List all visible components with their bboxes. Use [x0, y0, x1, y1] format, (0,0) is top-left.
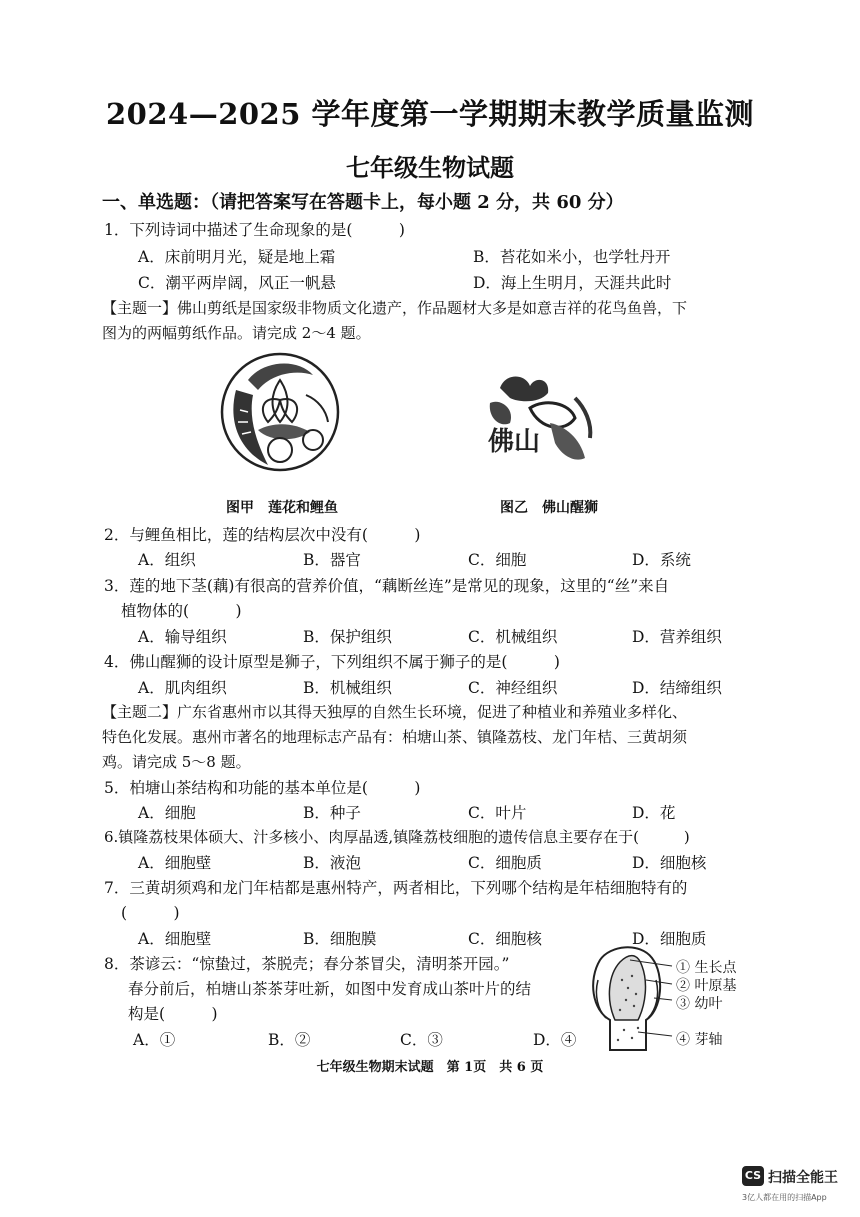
theme-1-line-2: 图为的两幅剪纸作品。请完成 2～4 题。 [102, 324, 371, 342]
watermark-title: 扫描全能王 [768, 1170, 838, 1186]
q7-option-a: A．细胞壁 [138, 930, 212, 948]
q3-option-d: D．营养组织 [632, 628, 722, 646]
bud-structure-diagram [580, 940, 680, 1055]
exam-subtitle: 七年级生物试题 [346, 153, 514, 182]
question-5-stem: 5．柏塘山茶结构和功能的基本单位是( ) [104, 779, 421, 797]
exam-title: 2024—2025 学年度第一学期期末教学质量监测 [105, 97, 755, 131]
question-7-stem-line-1: 7．三黄胡须鸡和龙门年桔都是惠州特产，两者相比，下列哪个结构是年桔细胞特有的 [104, 879, 688, 897]
q4-option-a: A．肌肉组织 [138, 679, 227, 697]
question-8-stem-line-1: 8．茶谚云：“惊蛰过，茶脱壳；春分茶冒尖，清明茶开园。” [104, 955, 510, 973]
figure-right-caption: 图乙 佛山醒狮 [500, 500, 598, 516]
bud-label-leaf-primordium: ② 叶原基 [676, 978, 737, 994]
q6-option-c: C．细胞质 [468, 854, 542, 872]
question-3-stem-line-2: 植物体的( ) [121, 602, 242, 620]
q1-option-a: A．床前明月光，疑是地上霜 [138, 248, 336, 266]
q1-option-d: D．海上生明月，天涯共此时 [473, 274, 672, 292]
q3-option-c: C．机械组织 [468, 628, 558, 646]
question-8-stem-line-2: 春分前后，柏塘山茶茶芽吐新，如图中发育成山茶叶片的结 [128, 980, 532, 998]
q1-option-c: C．潮平两岸阔，风正一帆悬 [138, 274, 336, 292]
watermark-subtitle: 3亿人都在用的扫描App [742, 1193, 827, 1202]
q7-option-c: C．细胞核 [468, 930, 542, 948]
q5-option-a: A．细胞 [138, 804, 196, 822]
theme-2-line-2: 特色化发展。惠州市著名的地理标志产品有：柏塘山茶、镇隆荔枝、龙门年桔、三黄胡须 [102, 728, 688, 746]
q5-option-b: B．种子 [303, 804, 361, 822]
bud-label-young-leaf: ③ 幼叶 [676, 996, 723, 1012]
q5-option-c: C．叶片 [468, 804, 527, 822]
question-8-stem-line-3: 构是( ) [128, 1005, 218, 1023]
q1-option-b: B．苔花如米小，也学牡丹开 [473, 248, 671, 266]
q3-option-a: A．输导组织 [138, 628, 227, 646]
q2-option-d: D．系统 [632, 551, 691, 569]
lion-art-text: 佛山 [488, 427, 541, 457]
q6-option-b: B．液泡 [303, 854, 361, 872]
page-footer: 七年级生物期末试题 第 1页 共 6 页 [316, 1060, 544, 1075]
theme-2-line-3: 鸡。请完成 5～8 题。 [102, 753, 251, 771]
theme-2-line-1: 【主题二】广东省惠州市以其得天独厚的自然生长环境，促进了种植业和养殖业多样化、 [102, 703, 688, 721]
lotus-carp-papercut-image [218, 350, 348, 475]
question-4-stem: 4．佛山醒狮的设计原型是狮子，下列组织不属于狮子的是( ) [104, 653, 560, 671]
q4-option-b: B．机械组织 [303, 679, 392, 697]
q4-option-d: D．结缔组织 [632, 679, 722, 697]
question-1-stem: 1．下列诗词中描述了生命现象的是( ) [104, 221, 405, 239]
camscanner-logo-icon: CS [742, 1166, 764, 1186]
q8-option-d: D．④ [533, 1031, 577, 1049]
figure-left-caption: 图甲 莲花和鲤鱼 [226, 500, 338, 516]
q2-option-b: B．器官 [303, 551, 361, 569]
question-7-stem-line-2: ( ) [121, 904, 180, 922]
q6-option-a: A．细胞壁 [138, 854, 212, 872]
bud-label-bud-axis: ④ 芽轴 [676, 1032, 723, 1048]
q3-option-b: B．保护组织 [303, 628, 392, 646]
q4-option-c: C．神经组织 [468, 679, 558, 697]
bud-label-growing-point: ① 生长点 [676, 960, 737, 976]
q8-option-a: A．① [133, 1031, 176, 1049]
q8-option-b: B．② [268, 1031, 311, 1049]
q7-option-d: D．细胞质 [632, 930, 707, 948]
question-3-stem-line-1: 3．莲的地下茎(藕)有很高的营养价值，“藕断丝连”是常见的现象，这里的“丝”来自 [104, 577, 670, 595]
foshan-lion-papercut-image [480, 368, 605, 478]
q7-option-b: B．细胞膜 [303, 930, 377, 948]
q2-option-a: A．组织 [138, 551, 196, 569]
question-2-stem: 2．与鲤鱼相比，莲的结构层次中没有( ) [104, 526, 421, 544]
theme-1-line-1: 【主题一】佛山剪纸是国家级非物质文化遗产，作品题材大多是如意吉祥的花鸟鱼兽，下 [102, 299, 688, 317]
q5-option-d: D．花 [632, 804, 676, 822]
q8-option-c: C．③ [400, 1031, 443, 1049]
question-6-stem: 6.镇隆荔枝果体硕大、汁多核小、肉厚晶透,镇隆荔枝细胞的遗传信息主要存在于( ) [104, 828, 690, 846]
q6-option-d: D．细胞核 [632, 854, 707, 872]
q2-option-c: C．细胞 [468, 551, 527, 569]
section-heading: 一、单选题：（请把答案写在答题卡上，每小题 2 分，共 60 分） [102, 192, 624, 213]
